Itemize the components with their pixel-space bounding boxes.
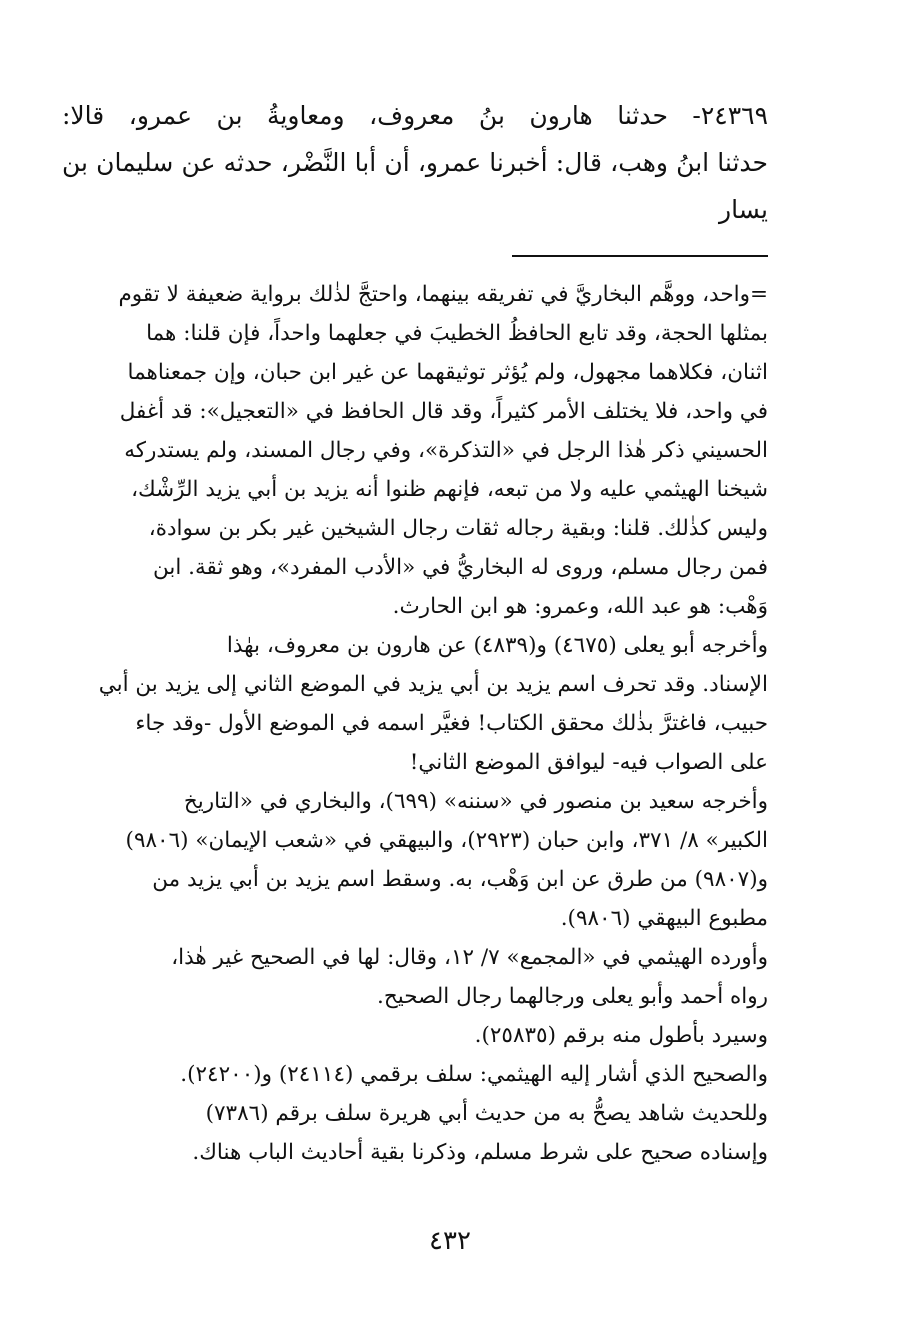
- footnotes: [62, 275, 768, 1172]
- footnote-line: حبيب، فاغترَّ بذٰلك محقق الكتاب! فغيَّر اسمه في الموضع الأول -وقد جاء: [135, 711, 768, 736]
- footnote-line: الكبير» ٨/ ٣٧١، وابن حبان (٢٩٢٣)، والبيهقي في «شعب الإيمان» (٩٨٠٦): [125, 828, 768, 853]
- footnote-line: في واحد، فلا يختلف الأمر كثيراً، وقد قال الحافظ في «التعجيل»: قد أغفل: [119, 399, 768, 424]
- footnote-line: وليس كذٰلك. قلنا: وبقية رجاله ثقات رجال الشيخين غير بكر بن سوادة،: [148, 516, 768, 541]
- footnote-line: رواه أحمد وأبو يعلى ورجالهما رجال الصحيح.: [377, 984, 768, 1009]
- hadith-line: يسار: [719, 195, 768, 224]
- footnote-line: =واحد، ووهَّم البخاريَّ في تفريقه بينهما، واحتجَّ لذٰلك برواية ضعيفة لا تقوم: [118, 282, 768, 307]
- footnote-line: وأخرجه سعيد بن منصور في «سننه» (٦٩٩)، والبخاري في «التاريخ: [183, 789, 768, 814]
- footnote-paragraph: [62, 626, 768, 782]
- footnote-line: وسيرد بأطول منه برقم (٢٥٨٣٥).: [474, 1023, 768, 1048]
- footnote-paragraph: [62, 938, 768, 1016]
- footnote-paragraph: [62, 275, 768, 626]
- footnote-line: وللحديث شاهد يصحُّ به من حديث أبي هريرة سلف برقم (٧٣٨٦): [205, 1101, 768, 1126]
- footnote-line: على الصواب فيه- ليوافق الموضع الثاني!: [409, 750, 768, 775]
- footnote-paragraph: [62, 1055, 768, 1094]
- footnote-line: والصحيح الذي أشار إليه الهيثمي: سلف برقمي (٢٤١١٤) و(٢٤٢٠٠).: [180, 1062, 768, 1087]
- footnote-line: و(٩٨٠٧) من طرق عن ابن وَهْب، به. وسقط اسم يزيد بن أبي يزيد من: [152, 867, 768, 892]
- footnote-line: بمثلها الحجة، وقد تابع الحافظُ الخطيبَ في جعلهما واحداً، فإن قلنا: هما: [146, 321, 768, 346]
- footnote-divider: [512, 255, 768, 257]
- hadith-text: [62, 92, 768, 233]
- footnote-line: وَهْب: هو عبد الله، وعمرو: هو ابن الحارث.: [392, 594, 768, 619]
- footnote-paragraph: [62, 1016, 768, 1055]
- footnote-paragraph: [62, 782, 768, 938]
- footnote-line: شيخنا الهيثمي عليه ولا من تبعه، فإنهم ظنوا أنه يزيد بن أبي يزيد الرِّشْك،: [131, 477, 768, 502]
- hadith-line: حدثنا ابنُ وهب، قال: أخبرنا عمرو، أن أبا النَّضْر، حدثه عن سليمان بن: [62, 148, 768, 177]
- footnote-line: اثنان، فكلاهما مجهول، ولم يُؤثر توثيقهما عن غير ابن حبان، وإن جمعناهما: [127, 360, 768, 385]
- page-number: ٤٣٢: [429, 1226, 471, 1256]
- footnote-line: الحسيني ذكر هٰذا الرجل في «التذكرة»، وفي رجال المسند، ولم يستدركه: [124, 438, 768, 463]
- footnote-line: الإسناد. وقد تحرف اسم يزيد بن أبي يزيد في الموضع الثاني إلى يزيد بن أبي: [98, 672, 768, 697]
- footnote-line: فمن رجال مسلم، وروى له البخاريُّ في «الأدب المفرد»، وهو ثقة. ابن: [153, 555, 768, 580]
- page-content: [62, 92, 768, 1172]
- hadith-line: ٢٤٣٦٩- حدثنا هارون بنُ معروف، ومعاويةُ بن عمرو، قالا:: [62, 101, 768, 130]
- footnote-paragraph: [62, 1094, 768, 1172]
- footnote-line: وأورده الهيثمي في «المجمع» ٧/ ١٢، وقال: لها في الصحيح غير هٰذا،: [171, 945, 768, 970]
- footnote-line: مطبوع البيهقي (٩٨٠٦).: [560, 906, 768, 931]
- footnote-line: وإسناده صحيح على شرط مسلم، وذكرنا بقية أحاديث الباب هناك.: [192, 1140, 768, 1165]
- footnote-line: وأخرجه أبو يعلى (٤٦٧٥) و(٤٨٣٩) عن هارون بن معروف، بهٰذا: [226, 633, 768, 658]
